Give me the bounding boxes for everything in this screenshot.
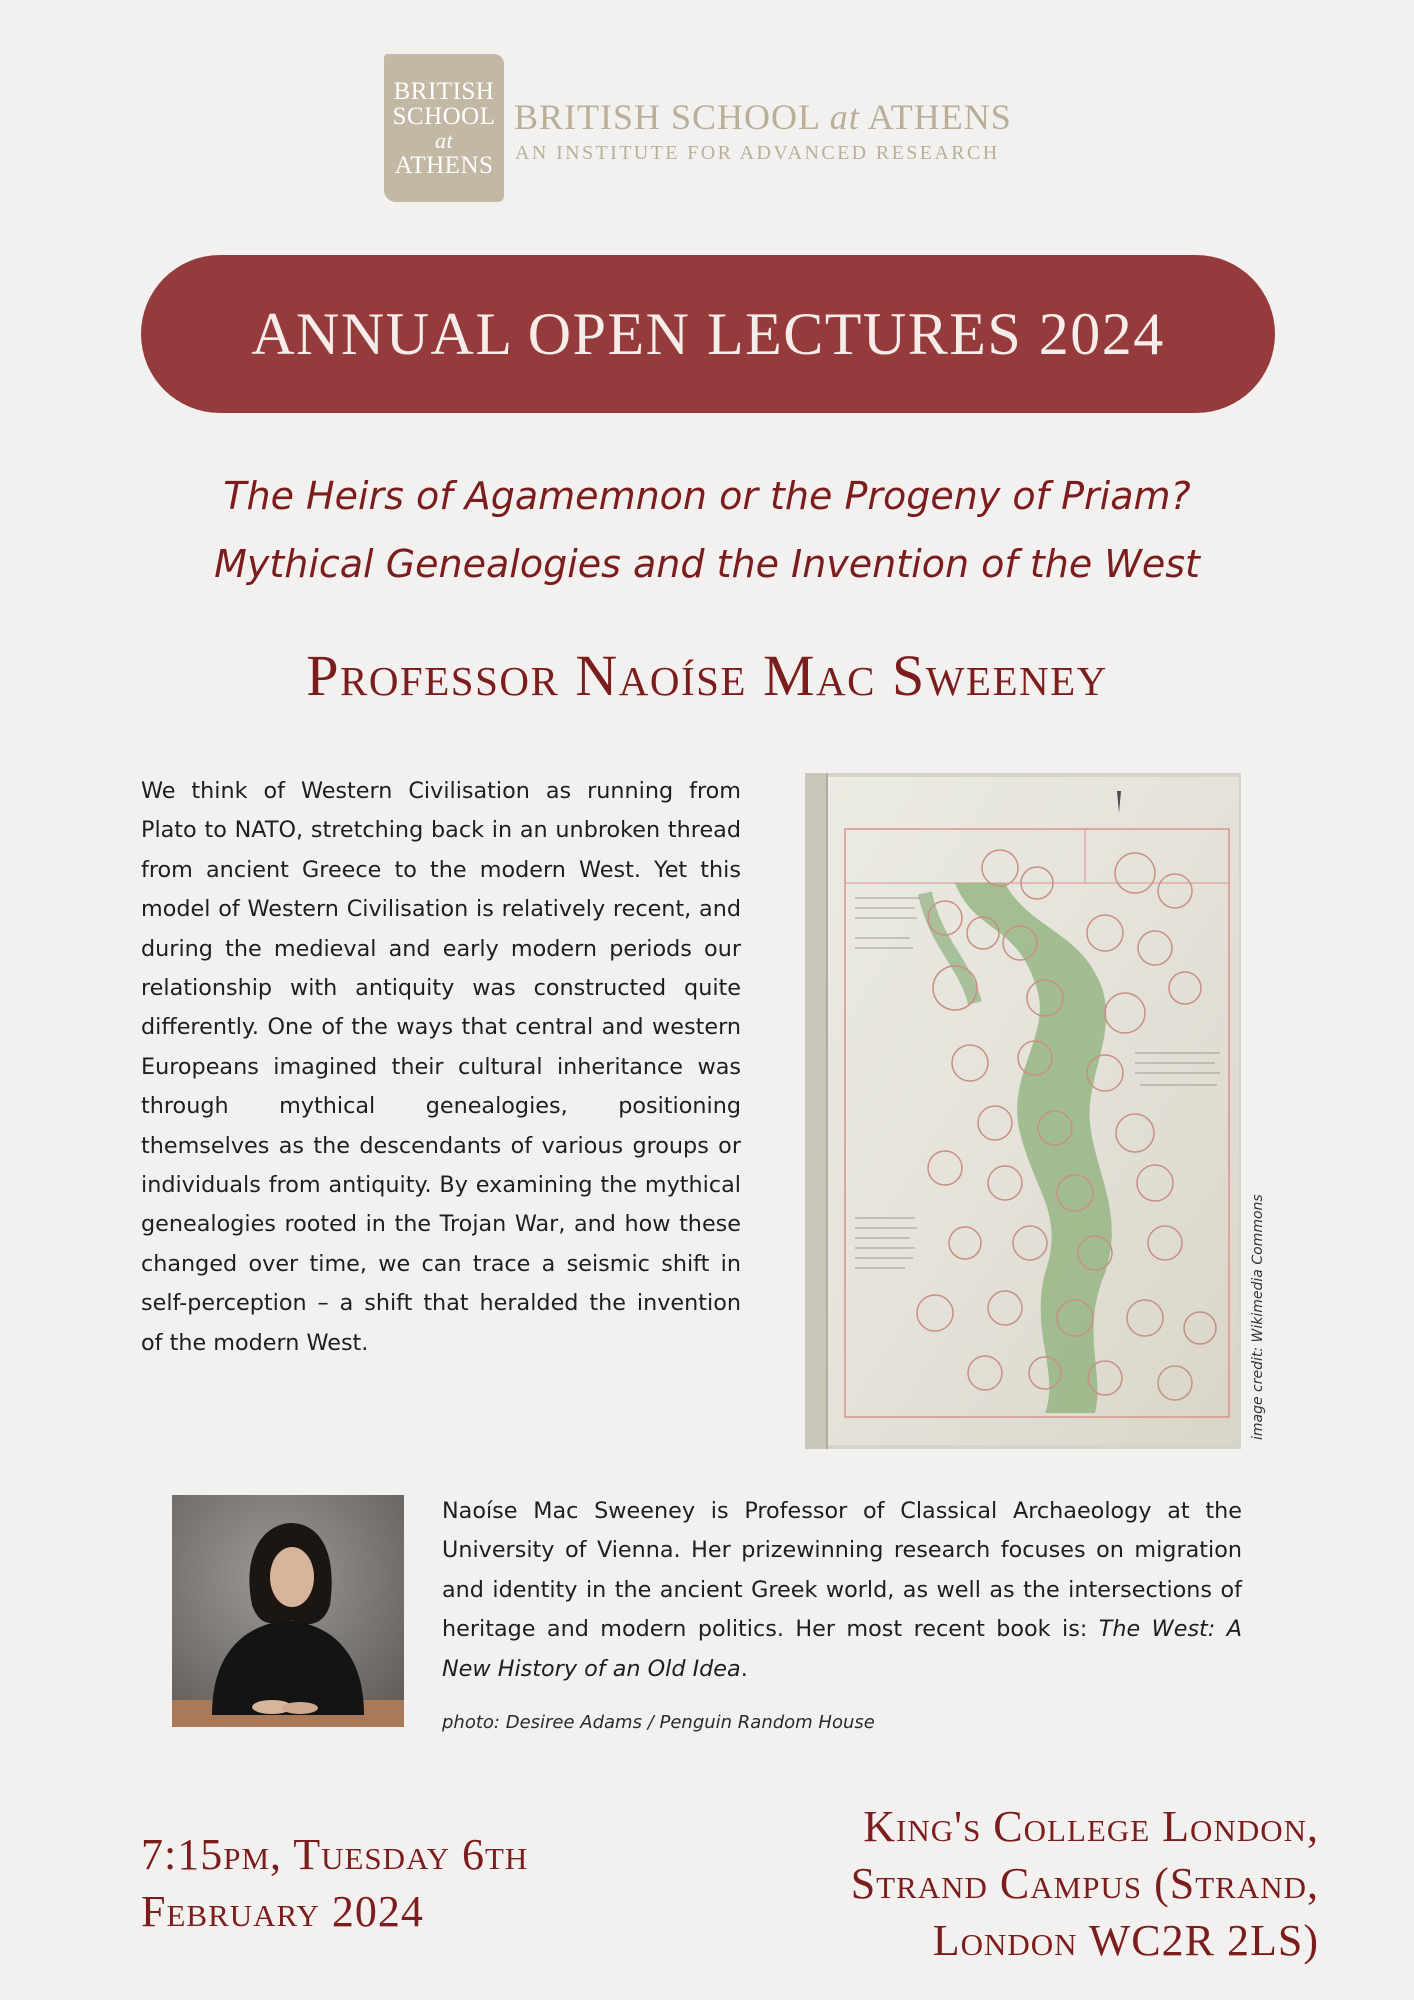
institution-name-main: BRITISH SCHOOL	[514, 97, 820, 137]
institution-name-end: ATHENS	[867, 97, 1012, 137]
institution-name	[514, 96, 1012, 138]
venue-line-1: King's College London,	[863, 1802, 1319, 1851]
logo-emblem-line: ATHENS	[394, 151, 494, 179]
venue-line-3: London WC2R 2LS)	[932, 1916, 1319, 1965]
event-banner	[141, 255, 1275, 413]
logo-emblem-line: BRITISH	[393, 77, 495, 105]
institution-name-at: at	[829, 97, 860, 137]
lecture-description: We think of Western Civilisation as running from Plato to NATO, stretching back in an unbroken thread from ancient Greece to the modern West. Yet this model of Western Civilisation is relatively recent, and during the medieval and early modern periods our relationship with antiquity was constructed quite differently. One of the ways that central and western Europeans imagined their cultural inheritance was through mythical genealogies, positioning themselves as the descendants of various groups or individuals from antiquity. By examining the mythical genealogies rooted in the Trojan War, and how these changed over time, we can trace a seismic shift in self-perception – a shift that heralded the invention of the modern West.	[141, 778, 741, 1356]
manuscript-genealogy-image	[805, 773, 1241, 1449]
lecture-title-line-1: The Heirs of Agamemnon or the Progeny of Priam?	[223, 474, 1191, 518]
lecture-title-line-2: Mythical Genealogies and the Invention of the West	[214, 542, 1200, 586]
event-datetime	[141, 1826, 528, 1940]
logo-emblem-line: SCHOOL	[392, 102, 496, 130]
speaker-bio-end: .	[740, 1655, 748, 1682]
event-venue	[851, 1798, 1319, 1969]
speaker-bio	[442, 1492, 1242, 1689]
image-credit: image credit: Wikimedia Commons	[1250, 1194, 1266, 1440]
speaker-portrait	[172, 1495, 404, 1727]
event-date: February 2024	[141, 1887, 424, 1936]
book-title: The West: A New History of an Old Idea	[442, 1616, 1242, 1682]
photo-credit: photo: Desiree Adams / Penguin Random House	[442, 1712, 875, 1733]
speaker-name: Professor Naoíse Mac Sweeney	[306, 643, 1108, 708]
logo-emblem	[384, 54, 504, 202]
event-time: 7:15pm, Tuesday 6th	[141, 1830, 529, 1879]
speaker-bio-text: Naoíse Mac Sweeney is Professor of Classical Archaeology at the University of Vienna. Her prizewinning research focuses on migration and identity in the ancient Greek world, as well as the intersections of heritage and modern politics. Her most recent book is:	[442, 1498, 1242, 1643]
institution-tagline: AN INSTITUTE FOR ADVANCED RESEARCH	[515, 142, 1000, 164]
logo-emblem-line: at	[434, 127, 454, 153]
event-banner-text: ANNUAL OPEN LECTURES 2024	[251, 300, 1165, 367]
venue-line-2: Strand Campus (Strand,	[850, 1859, 1319, 1908]
lecture-title	[60, 462, 1354, 598]
